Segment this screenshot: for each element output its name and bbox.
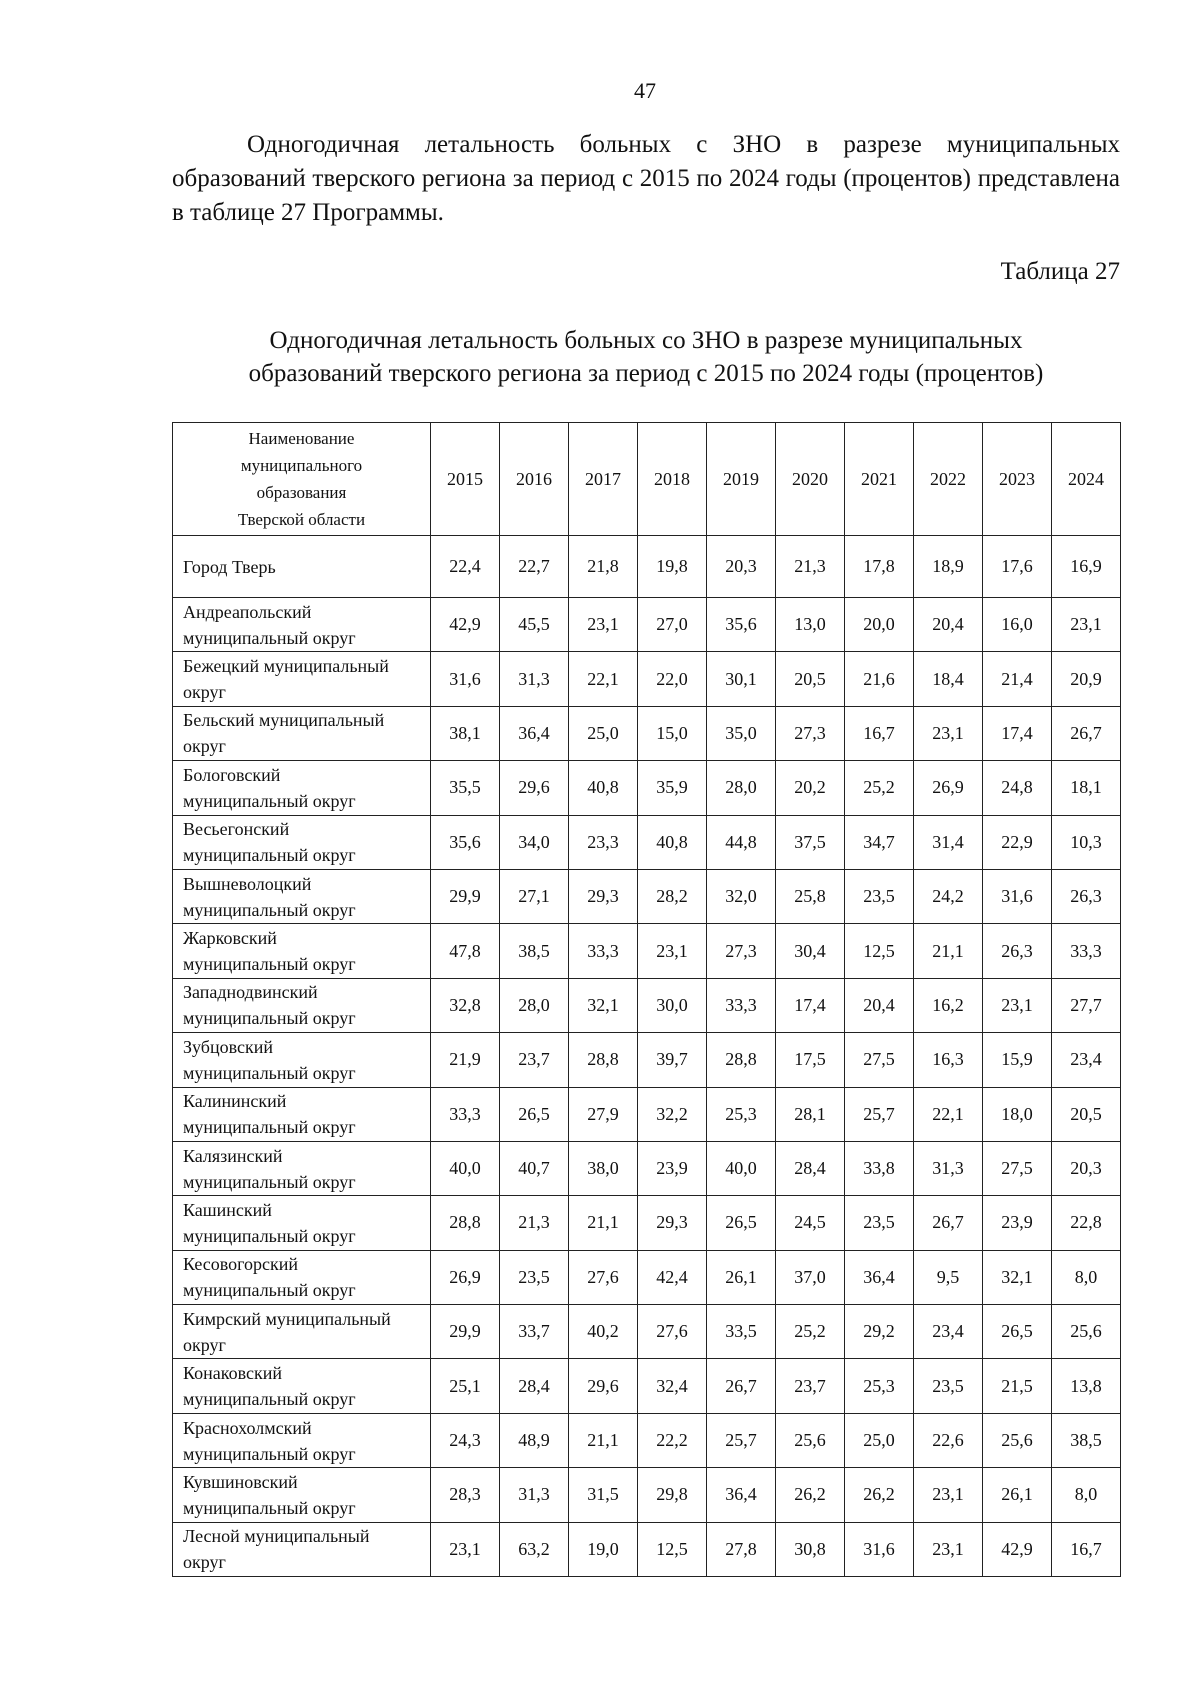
mortality-value: 31,6 <box>845 1522 914 1576</box>
mortality-value: 24,3 <box>431 1413 500 1467</box>
municipality-name <box>173 1033 431 1087</box>
mortality-value: 23,1 <box>914 1522 983 1576</box>
mortality-value: 21,4 <box>983 652 1052 706</box>
municipality-name-line: муниципальный округ <box>183 1497 356 1518</box>
mortality-value: 24,2 <box>914 869 983 923</box>
column-header-line: образования <box>256 483 347 502</box>
mortality-value: 25,2 <box>776 1305 845 1359</box>
mortality-value: 26,1 <box>983 1468 1052 1522</box>
table-header-row <box>173 423 1121 536</box>
mortality-value: 31,3 <box>914 1141 983 1195</box>
mortality-value: 33,7 <box>500 1305 569 1359</box>
mortality-value: 9,5 <box>914 1250 983 1304</box>
municipality-name <box>173 598 431 652</box>
municipality-name-line: Кесовогорский <box>183 1254 299 1275</box>
municipality-name-line: муниципальный округ <box>183 1171 356 1192</box>
column-header-year: 2022 <box>914 423 983 536</box>
mortality-value: 40,7 <box>500 1141 569 1195</box>
table-row <box>173 761 1121 815</box>
mortality-value: 27,8 <box>707 1522 776 1576</box>
mortality-value: 26,3 <box>1052 869 1121 923</box>
mortality-value: 33,3 <box>1052 924 1121 978</box>
mortality-value: 23,5 <box>500 1250 569 1304</box>
municipality-name-line: Западнодвинский <box>183 982 318 1003</box>
municipality-name-line: муниципальный округ <box>183 1280 356 1301</box>
mortality-value: 25,7 <box>707 1413 776 1467</box>
intro-paragraph: Одногодичная летальность больных с ЗНО в разрезе муниципальных образований тверского региона за период с 2015 по 2024 годы (процентов) представлена в таблице 27 Программы. <box>172 131 1120 226</box>
mortality-value: 30,4 <box>776 924 845 978</box>
mortality-value: 28,4 <box>500 1359 569 1413</box>
municipality-name-line: муниципальный округ <box>183 954 356 975</box>
table-row <box>173 978 1121 1032</box>
mortality-value: 31,3 <box>500 1468 569 1522</box>
mortality-value: 21,1 <box>569 1413 638 1467</box>
mortality-value: 17,4 <box>983 706 1052 760</box>
table-row <box>173 706 1121 760</box>
mortality-value: 23,7 <box>500 1033 569 1087</box>
municipality-name-line: муниципальный округ <box>183 899 356 920</box>
mortality-value: 26,9 <box>431 1250 500 1304</box>
mortality-value: 18,0 <box>983 1087 1052 1141</box>
mortality-value: 42,9 <box>983 1522 1052 1576</box>
mortality-value: 24,8 <box>983 761 1052 815</box>
mortality-value: 28,2 <box>638 869 707 923</box>
table-row <box>173 1196 1121 1250</box>
mortality-value: 40,0 <box>707 1141 776 1195</box>
mortality-value: 31,5 <box>569 1468 638 1522</box>
mortality-value: 25,8 <box>776 869 845 923</box>
mortality-value: 29,6 <box>569 1359 638 1413</box>
mortality-value: 22,0 <box>638 652 707 706</box>
mortality-value: 16,9 <box>1052 536 1121 598</box>
table-row <box>173 1413 1121 1467</box>
mortality-value: 38,0 <box>569 1141 638 1195</box>
mortality-value: 8,0 <box>1052 1468 1121 1522</box>
mortality-value: 40,8 <box>569 761 638 815</box>
mortality-value: 28,8 <box>707 1033 776 1087</box>
municipality-name <box>173 536 431 598</box>
mortality-value: 29,9 <box>431 869 500 923</box>
mortality-value: 19,0 <box>569 1522 638 1576</box>
municipality-name-line: Город Тверь <box>183 556 276 577</box>
mortality-value: 26,2 <box>845 1468 914 1522</box>
mortality-value: 22,2 <box>638 1413 707 1467</box>
mortality-value: 23,4 <box>1052 1033 1121 1087</box>
page-number: 47 <box>634 78 656 103</box>
mortality-value: 32,2 <box>638 1087 707 1141</box>
mortality-value: 32,1 <box>983 1250 1052 1304</box>
column-header-municipality <box>173 423 431 536</box>
municipality-name-line: округ <box>183 1552 226 1573</box>
mortality-value: 29,9 <box>431 1305 500 1359</box>
mortality-value: 12,5 <box>845 924 914 978</box>
mortality-value: 26,5 <box>707 1196 776 1250</box>
table-title-line: образований тверского региона за период с 2015 по 2024 годы (процентов) <box>248 360 1044 387</box>
mortality-value: 48,9 <box>500 1413 569 1467</box>
municipality-name-line: муниципальный округ <box>183 1008 356 1029</box>
mortality-value: 22,1 <box>569 652 638 706</box>
mortality-value: 20,4 <box>914 598 983 652</box>
mortality-value: 23,1 <box>914 706 983 760</box>
mortality-value: 25,0 <box>569 706 638 760</box>
table-row <box>173 1305 1121 1359</box>
municipality-name-line: муниципальный округ <box>183 1389 356 1410</box>
mortality-value: 26,7 <box>1052 706 1121 760</box>
mortality-value: 16,3 <box>914 1033 983 1087</box>
mortality-value: 16,2 <box>914 978 983 1032</box>
mortality-value: 17,4 <box>776 978 845 1032</box>
municipality-name-line: муниципальный округ <box>183 1062 356 1083</box>
mortality-value: 27,3 <box>776 706 845 760</box>
column-header-line: муниципального <box>240 456 363 475</box>
mortality-value: 21,9 <box>431 1033 500 1087</box>
mortality-value: 23,4 <box>914 1305 983 1359</box>
column-header-line: Тверской области <box>237 510 366 529</box>
mortality-value: 63,2 <box>500 1522 569 1576</box>
municipality-name <box>173 815 431 869</box>
mortality-value: 13,0 <box>776 598 845 652</box>
mortality-value: 22,1 <box>914 1087 983 1141</box>
mortality-value: 20,5 <box>1052 1087 1121 1141</box>
mortality-value: 23,9 <box>983 1196 1052 1250</box>
municipality-name-line: Весьегонский <box>183 819 290 840</box>
mortality-value: 17,8 <box>845 536 914 598</box>
municipality-name-line: муниципальный округ <box>183 790 356 811</box>
mortality-value: 22,8 <box>1052 1196 1121 1250</box>
table-row <box>173 1033 1121 1087</box>
mortality-value: 13,8 <box>1052 1359 1121 1413</box>
mortality-value: 18,1 <box>1052 761 1121 815</box>
table-body <box>173 536 1121 1577</box>
mortality-value: 20,0 <box>845 598 914 652</box>
mortality-value: 45,5 <box>500 598 569 652</box>
mortality-value: 23,5 <box>845 869 914 923</box>
municipality-name-line: Конаковский <box>183 1363 282 1384</box>
mortality-value: 28,4 <box>776 1141 845 1195</box>
municipality-name <box>173 1196 431 1250</box>
mortality-value: 18,4 <box>914 652 983 706</box>
mortality-value: 22,4 <box>431 536 500 598</box>
mortality-value: 21,1 <box>569 1196 638 1250</box>
mortality-value: 28,1 <box>776 1087 845 1141</box>
mortality-value: 35,0 <box>707 706 776 760</box>
municipality-name <box>173 652 431 706</box>
mortality-value: 20,3 <box>1052 1141 1121 1195</box>
mortality-value: 21,8 <box>569 536 638 598</box>
municipality-name-line: Андреапольский <box>183 601 312 622</box>
mortality-value: 32,1 <box>569 978 638 1032</box>
mortality-value: 23,9 <box>638 1141 707 1195</box>
table-row <box>173 1250 1121 1304</box>
table-number: Таблица 27 <box>1000 258 1120 285</box>
mortality-value: 38,5 <box>500 924 569 978</box>
mortality-value: 23,7 <box>776 1359 845 1413</box>
mortality-value: 27,5 <box>845 1033 914 1087</box>
table-row <box>173 1141 1121 1195</box>
mortality-value: 37,5 <box>776 815 845 869</box>
mortality-value: 20,5 <box>776 652 845 706</box>
mortality-value: 20,4 <box>845 978 914 1032</box>
mortality-value: 25,7 <box>845 1087 914 1141</box>
municipality-name-line: муниципальный округ <box>183 845 356 866</box>
mortality-value: 26,2 <box>776 1468 845 1522</box>
mortality-value: 32,8 <box>431 978 500 1032</box>
mortality-value: 20,3 <box>707 536 776 598</box>
mortality-value: 25,3 <box>707 1087 776 1141</box>
municipality-name-line: Лесной муниципальный <box>183 1526 370 1547</box>
mortality-value: 23,3 <box>569 815 638 869</box>
mortality-value: 29,6 <box>500 761 569 815</box>
mortality-value: 36,4 <box>500 706 569 760</box>
mortality-value: 33,8 <box>845 1141 914 1195</box>
mortality-value: 34,7 <box>845 815 914 869</box>
mortality-value: 35,6 <box>707 598 776 652</box>
mortality-value: 20,2 <box>776 761 845 815</box>
mortality-value: 29,2 <box>845 1305 914 1359</box>
mortality-value: 23,1 <box>638 924 707 978</box>
mortality-value: 28,0 <box>500 978 569 1032</box>
mortality-value: 28,8 <box>569 1033 638 1087</box>
mortality-value: 33,3 <box>431 1087 500 1141</box>
mortality-value: 25,0 <box>845 1413 914 1467</box>
mortality-value: 38,1 <box>431 706 500 760</box>
mortality-value: 19,8 <box>638 536 707 598</box>
mortality-value: 35,9 <box>638 761 707 815</box>
mortality-value: 26,7 <box>707 1359 776 1413</box>
municipality-name-line: Кимрский муниципальный <box>183 1308 391 1329</box>
table-row <box>173 1522 1121 1576</box>
mortality-value: 26,3 <box>983 924 1052 978</box>
municipality-name <box>173 1250 431 1304</box>
mortality-value: 22,9 <box>983 815 1052 869</box>
mortality-value: 40,0 <box>431 1141 500 1195</box>
mortality-value: 15,9 <box>983 1033 1052 1087</box>
mortality-value: 25,1 <box>431 1359 500 1413</box>
municipality-name-line: муниципальный округ <box>183 1117 356 1138</box>
mortality-value: 27,5 <box>983 1141 1052 1195</box>
mortality-value: 35,5 <box>431 761 500 815</box>
mortality-value: 28,0 <box>707 761 776 815</box>
municipality-name <box>173 761 431 815</box>
mortality-value: 28,3 <box>431 1468 500 1522</box>
municipality-name <box>173 1141 431 1195</box>
column-header-year: 2019 <box>707 423 776 536</box>
mortality-value: 27,1 <box>500 869 569 923</box>
mortality-value: 15,0 <box>638 706 707 760</box>
mortality-value: 47,8 <box>431 924 500 978</box>
column-header-year: 2020 <box>776 423 845 536</box>
mortality-value: 27,6 <box>638 1305 707 1359</box>
municipality-name-line: округ <box>183 1334 226 1355</box>
mortality-value: 34,0 <box>500 815 569 869</box>
mortality-value: 31,3 <box>500 652 569 706</box>
column-header-year: 2016 <box>500 423 569 536</box>
table-row <box>173 598 1121 652</box>
table-row <box>173 815 1121 869</box>
mortality-value: 24,5 <box>776 1196 845 1250</box>
municipality-name <box>173 1522 431 1576</box>
municipality-name-line: Зубцовский <box>183 1036 273 1057</box>
mortality-value: 16,7 <box>1052 1522 1121 1576</box>
mortality-value: 22,6 <box>914 1413 983 1467</box>
mortality-value: 25,6 <box>983 1413 1052 1467</box>
municipality-name <box>173 924 431 978</box>
municipality-name-line: Жарковский <box>183 928 277 949</box>
mortality-value: 16,0 <box>983 598 1052 652</box>
mortality-value: 17,6 <box>983 536 1052 598</box>
mortality-value: 21,3 <box>500 1196 569 1250</box>
mortality-value: 39,7 <box>638 1033 707 1087</box>
mortality-value: 40,8 <box>638 815 707 869</box>
municipality-name-line: муниципальный округ <box>183 627 356 648</box>
mortality-value: 40,2 <box>569 1305 638 1359</box>
mortality-value: 33,3 <box>707 978 776 1032</box>
mortality-table <box>172 422 1121 1577</box>
municipality-name <box>173 1413 431 1467</box>
column-header-line: Наименование <box>248 429 355 448</box>
mortality-value: 18,9 <box>914 536 983 598</box>
municipality-name-line: Бежецкий муниципальный <box>183 656 389 677</box>
municipality-name-line: муниципальный округ <box>183 1225 356 1246</box>
mortality-value: 26,1 <box>707 1250 776 1304</box>
table-title-line: Одногодичная летальность больных со ЗНО в разрезе муниципальных <box>269 327 1023 354</box>
mortality-value: 17,5 <box>776 1033 845 1087</box>
table-row <box>173 1087 1121 1141</box>
municipality-name-line: муниципальный округ <box>183 1443 356 1464</box>
mortality-value: 44,8 <box>707 815 776 869</box>
mortality-value: 23,1 <box>569 598 638 652</box>
mortality-value: 8,0 <box>1052 1250 1121 1304</box>
mortality-value: 32,0 <box>707 869 776 923</box>
mortality-value: 36,4 <box>845 1250 914 1304</box>
mortality-value: 26,7 <box>914 1196 983 1250</box>
municipality-name-line: Кашинский <box>183 1199 272 1220</box>
mortality-value: 30,8 <box>776 1522 845 1576</box>
column-header-year: 2021 <box>845 423 914 536</box>
mortality-value: 25,6 <box>1052 1305 1121 1359</box>
municipality-name <box>173 1305 431 1359</box>
municipality-name-line: Калязинский <box>183 1145 283 1166</box>
mortality-value: 29,3 <box>569 869 638 923</box>
mortality-value: 33,5 <box>707 1305 776 1359</box>
mortality-value: 26,5 <box>983 1305 1052 1359</box>
municipality-name <box>173 1468 431 1522</box>
mortality-value: 36,4 <box>707 1468 776 1522</box>
municipality-name-line: Бельский муниципальный <box>183 710 385 731</box>
municipality-name <box>173 978 431 1032</box>
table-row <box>173 536 1121 598</box>
mortality-value: 23,1 <box>1052 598 1121 652</box>
mortality-value: 12,5 <box>638 1522 707 1576</box>
mortality-value: 42,9 <box>431 598 500 652</box>
mortality-value: 10,3 <box>1052 815 1121 869</box>
mortality-value: 27,9 <box>569 1087 638 1141</box>
mortality-value: 23,1 <box>431 1522 500 1576</box>
mortality-value: 29,3 <box>638 1196 707 1250</box>
table-row <box>173 652 1121 706</box>
mortality-value: 31,6 <box>983 869 1052 923</box>
table-title <box>172 324 1120 390</box>
table-row <box>173 1468 1121 1522</box>
mortality-value: 32,4 <box>638 1359 707 1413</box>
mortality-value: 25,2 <box>845 761 914 815</box>
municipality-name-line: Вышневолоцкий <box>183 873 312 894</box>
mortality-value: 23,1 <box>983 978 1052 1032</box>
mortality-value: 27,7 <box>1052 978 1121 1032</box>
mortality-value: 29,8 <box>638 1468 707 1522</box>
municipality-name-line: Кувшиновский <box>183 1471 298 1492</box>
mortality-value: 27,6 <box>569 1250 638 1304</box>
mortality-value: 22,7 <box>500 536 569 598</box>
mortality-value: 21,5 <box>983 1359 1052 1413</box>
municipality-name-line: округ <box>183 682 226 703</box>
mortality-value: 30,0 <box>638 978 707 1032</box>
municipality-name <box>173 869 431 923</box>
table-row <box>173 869 1121 923</box>
municipality-name <box>173 1359 431 1413</box>
table-row <box>173 1359 1121 1413</box>
municipality-name-line: Бологовский <box>183 764 281 785</box>
municipality-name-line: округ <box>183 736 226 757</box>
mortality-value: 37,0 <box>776 1250 845 1304</box>
mortality-value: 25,6 <box>776 1413 845 1467</box>
mortality-value: 21,6 <box>845 652 914 706</box>
mortality-value: 25,3 <box>845 1359 914 1413</box>
municipality-name-line: Калининский <box>183 1091 287 1112</box>
mortality-value: 20,9 <box>1052 652 1121 706</box>
mortality-value: 42,4 <box>638 1250 707 1304</box>
column-header-year: 2018 <box>638 423 707 536</box>
mortality-value: 30,1 <box>707 652 776 706</box>
mortality-value: 35,6 <box>431 815 500 869</box>
table-row <box>173 924 1121 978</box>
mortality-value: 27,0 <box>638 598 707 652</box>
mortality-value: 33,3 <box>569 924 638 978</box>
column-header-year: 2023 <box>983 423 1052 536</box>
column-header-year: 2015 <box>431 423 500 536</box>
column-header-year: 2024 <box>1052 423 1121 536</box>
mortality-value: 38,5 <box>1052 1413 1121 1467</box>
municipality-name <box>173 1087 431 1141</box>
mortality-value: 16,7 <box>845 706 914 760</box>
mortality-value: 23,1 <box>914 1468 983 1522</box>
mortality-value: 23,5 <box>845 1196 914 1250</box>
mortality-value: 26,9 <box>914 761 983 815</box>
municipality-name-line: Краснохолмский <box>183 1417 312 1438</box>
mortality-value: 27,3 <box>707 924 776 978</box>
mortality-value: 23,5 <box>914 1359 983 1413</box>
mortality-value: 31,6 <box>431 652 500 706</box>
municipality-name <box>173 706 431 760</box>
mortality-value: 21,3 <box>776 536 845 598</box>
mortality-value: 31,4 <box>914 815 983 869</box>
mortality-value: 26,5 <box>500 1087 569 1141</box>
column-header-year: 2017 <box>569 423 638 536</box>
mortality-value: 28,8 <box>431 1196 500 1250</box>
mortality-value: 21,1 <box>914 924 983 978</box>
